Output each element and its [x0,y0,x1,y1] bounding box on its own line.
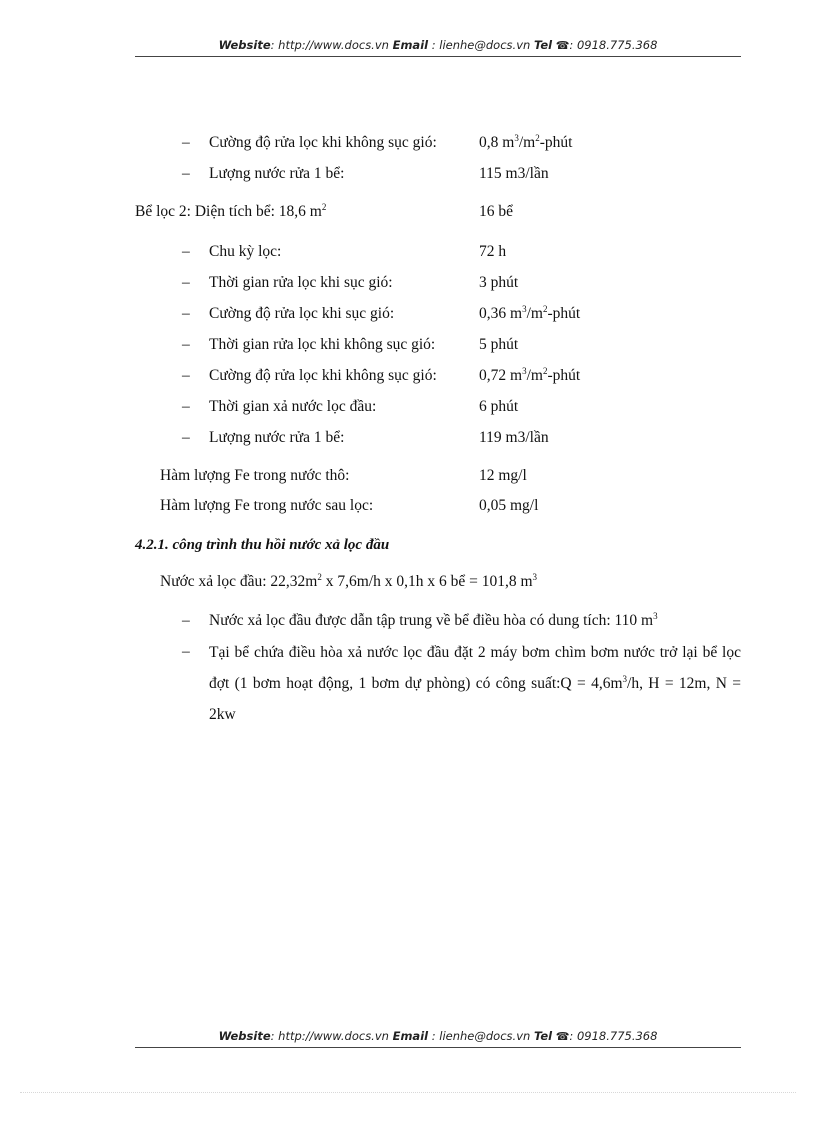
filter2-value: 16 bể [479,203,514,220]
header-rule [135,56,741,57]
item-value: 0,8 $m^3/m^2$-phút [479,133,573,151]
phone-icon: ☎ [555,39,570,52]
item-label: Thời gian rửa lọc khi không sục gió: [209,336,436,353]
website-url[interactable]: : http://www.docs.vn [270,1029,389,1043]
dash-bullet: – [182,643,190,660]
dash-bullet: – [182,274,190,291]
dash-bullet: – [182,243,190,260]
item-value: 0,72 $m^3/m^2$-phút [479,366,581,384]
dash-bullet: – [182,398,190,415]
item-label: Lượng nước rửa 1 bể: [209,165,345,182]
dash-bullet: – [182,165,190,182]
item-value: 0,36 $m^3/m^2$-phút [479,304,581,322]
dash-bullet: – [182,612,190,629]
item-value: 119 m3/lần [479,429,549,446]
page-header [135,38,741,52]
email-value[interactable]: : lienhe@docs.vn [431,38,531,52]
email-label: Email [392,38,429,52]
fe-value: 12 mg/l [479,467,527,484]
item-label: Thời gian rửa lọc khi sục gió: [209,274,393,291]
page-footer [135,1029,741,1043]
item-value: 72 h [479,243,507,260]
item-value: 5 phút [479,336,519,353]
tel-value: : 0918.775.368 [569,38,658,52]
email-label: Email [392,1029,429,1043]
phone-icon: ☎ [555,1030,570,1043]
tel-label: Tel [533,38,553,52]
website-label: Website [218,38,271,52]
item-label: Cường độ rửa lọc khi không sục gió: [209,134,437,151]
item-value: 6 phút [479,398,519,415]
dash-bullet: – [182,134,190,151]
calc-line: Nước xả lọc đầu: $22,32m^2$ x 7,6m/h x 0,1h x 6 bể = 101,8 $m^3$ [160,572,538,590]
footer-rule [135,1047,741,1048]
fe-value: 0,05 mg/l [479,497,539,514]
bullet-paragraph: Tại bể chứa điều hòa xả nước lọc đầu đặt 2 máy bơm chìm bơm nước trở lại bể lọc đợt (1 bơm hoạt động, 1 bơm dự phòng) có công suất:Q = $4,6m^3/h$, H = 12m, N = 2kw [209,644,742,723]
dash-bullet: – [182,429,190,446]
item-label: Chu kỳ lọc: [209,243,282,260]
fe-label: Hàm lượng Fe trong nước thô: [160,467,350,484]
website-label: Website [218,1029,271,1043]
dash-bullet: – [182,367,190,384]
item-label: Cường độ rửa lọc khi không sục gió: [209,367,437,384]
dash-bullet: – [182,336,190,353]
email-value[interactable]: : lienhe@docs.vn [431,1029,531,1043]
item-label: Cường độ rửa lọc khi sục gió: [209,305,395,322]
item-value: 115 m3/lần [479,165,549,182]
item-value: 3 phút [479,274,519,291]
filter2-label: Bể lọc 2: Diện tích bể: 18,6 $m^2$ [135,202,327,220]
item-label: Lượng nước rửa 1 bể: [209,429,345,446]
bullet-text: Nước xả lọc đầu được dẫn tập trung về bể điều hòa có dung tích: 110 $m^3$ [209,611,658,629]
dash-bullet: – [182,305,190,322]
tel-label: Tel [533,1029,553,1043]
tel-value: : 0918.775.368 [569,1029,658,1043]
fe-label: Hàm lượng Fe trong nước sau lọc: [160,497,374,514]
item-label: Thời gian xả nước lọc đầu: [209,398,377,415]
page-edge-divider [20,1092,796,1093]
section-heading: 4.2.1. công trình thu hồi nước xả lọc đầu [135,537,390,553]
website-url[interactable]: : http://www.docs.vn [270,38,389,52]
